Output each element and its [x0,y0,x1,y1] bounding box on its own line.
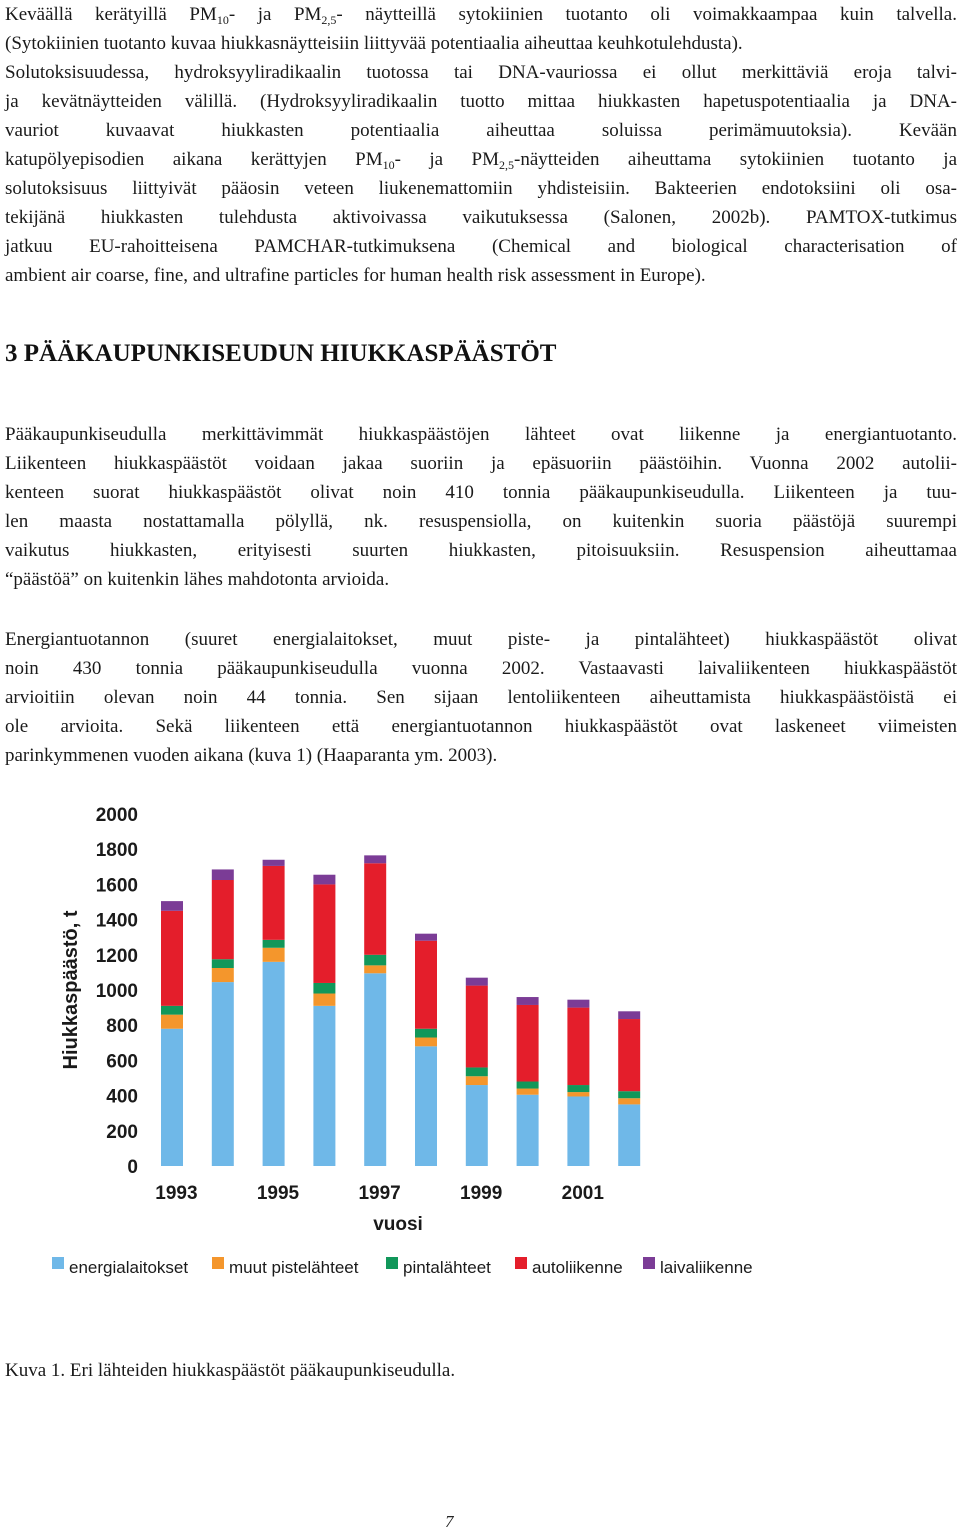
y-tick-label: 1800 [95,840,138,862]
emissions-stacked-bar-chart [0,790,960,1290]
legend-label: muut pistelähteet [229,1258,359,1277]
paragraph-1-line: jatkuu EU-rahoitteisena PAMCHAR-tutkimuksena (Chemical and biological characterisation of [5,236,957,257]
y-tick-label: 1000 [95,981,138,1002]
bar-segment-muut-pistelähteet [212,968,234,982]
bar-segment-laivaliikenne [364,855,386,863]
bar-segment-energialaitokset [161,1029,183,1166]
x-tick-label: 1999 [460,1183,503,1204]
paragraph-1-line: tekijänä hiukkasten tulehdusta aktivoivassa vaikutuksessa (Salonen, 2002b). PAMTOX-tutkimus [5,207,957,228]
y-tick-label: 200 [106,1121,138,1143]
bar-segment-laivaliikenne [313,875,335,885]
y-tick-label: 400 [106,1086,138,1108]
bar-segment-muut-pistelähteet [567,1092,589,1096]
y-tick-label: 600 [106,1051,138,1073]
paragraph-3-line: ole arvioita. Sekä liikenteen että energiantuotannon hiukkaspäästöt ovat laskeneet viimeisten [5,716,957,737]
bar-segment-autoliikenne [212,880,234,959]
bar-segment-pintalähteet [263,940,285,948]
paragraph-1-line: Solutoksisuudessa, hydroksyyliradikaalin tuotossa tai DNA-vauriossa ei ollut merkittäviä eroja talvi- [5,62,957,83]
paragraph-1-line: katupölyepisodien aikana kerättyjen $PM_{10}-$ ja $PM_{2,5}$-näytteiden aiheuttama sytokiinien tuotanto ja [5,149,958,172]
bar-segment-energialaitokset [618,1104,640,1166]
bar-segment-pintalähteet [618,1091,640,1098]
paragraph-2-line: vaikutus hiukkasten, erityisesti suurten hiukkasten, pitoisuuksiin. Resuspension aiheuttamaa [5,540,957,561]
bar-segment-autoliikenne [263,866,285,940]
bar-segment-laivaliikenne [263,860,285,866]
legend-swatch [52,1257,64,1269]
bar-segment-energialaitokset [263,962,285,1166]
bar-segment-muut-pistelähteet [313,994,335,1006]
paragraph-3 [5,625,957,770]
bar-stacks [161,855,640,1166]
page-number: 7 [445,1512,454,1531]
bar-segment-pintalähteet [567,1085,589,1092]
bar-segment-laivaliikenne [161,901,183,911]
bar-segment-laivaliikenne [567,1000,589,1008]
section-heading: 3 PÄÄKAUPUNKISEUDUN HIUKKASPÄÄSTÖT [5,340,557,367]
y-axis-ticks [96,805,138,1178]
bar-segment-autoliikenne [618,1019,640,1091]
x-axis-ticks [155,1183,604,1204]
bar-segment-pintalähteet [517,1082,539,1089]
y-axis-title: Hiukkaspäästö, t [60,910,82,1070]
y-tick-label: 800 [106,1016,138,1038]
legend-label: energialaitokset [69,1258,189,1277]
legend-label: pintalähteet [403,1258,491,1277]
bar-segment-energialaitokset [415,1046,437,1166]
bar-segment-energialaitokset [517,1095,539,1166]
bar-segment-autoliikenne [567,1008,589,1085]
bar-segment-energialaitokset [567,1096,589,1166]
bar-segment-muut-pistelähteet [364,965,386,973]
paragraph-1-line: ja kevätnäytteiden välillä. (Hydroksyyliradikaalin tuotto mittaa hiukkasten hapetuspotentiaalia ja DNA- [5,91,957,112]
x-tick-label: 1995 [256,1183,300,1204]
paragraph-1-line: Keväällä kerätyillä $PM_{10}-$ ja $PM_{2,5}-$ näytteillä sytokiinien tuotanto oli voimakkaampaa kuin talvella. [5,4,957,27]
bar-segment-pintalähteet [161,1006,183,1015]
paragraph-1 [5,0,957,290]
paragraph-2-line: “päästöä” on kuitenkin lähes mahdotonta arvioida. [5,569,390,590]
bar-segment-energialaitokset [313,1006,335,1166]
figure-caption: Kuva 1. Eri lähteiden hiukkaspäästöt pääkaupunkiseudulla. [5,1360,456,1381]
paragraph-3-line: Energiantuotannon (suuret energialaitokset, muut piste- ja pintalähteet) hiukkaspäästöt olivat [5,629,957,650]
bar-segment-laivaliikenne [517,997,539,1005]
bar-segment-muut-pistelähteet [161,1015,183,1029]
bar-segment-laivaliikenne [212,869,234,880]
x-tick-label: 2001 [561,1183,604,1204]
bar-segment-autoliikenne [364,863,386,955]
paragraph-2-line: kenteen suorat hiukkaspäästöt olivat noin 410 tonnia pääkaupunkiseudulla. Liikenteen ja tuu- [5,482,957,503]
bar-segment-pintalähteet [313,983,335,994]
bar-segment-muut-pistelähteet [263,948,285,962]
bar-segment-muut-pistelähteet [517,1089,539,1095]
legend-swatch [386,1257,398,1269]
y-tick-label: 1600 [95,875,138,897]
x-tick-label: 1993 [155,1183,198,1204]
paragraph-3-line: arvioitiin olevan noin 44 tonnia. Sen sijaan lentoliikenteen aiheuttamista hiukkaspäästöistä ei [5,687,957,708]
paragraph-1-line: (Sytokiinien tuotanto kuvaa hiukkasnäytteisiin liittyvää potentiaalia aiheuttaa keuhkotulehdusta). [5,33,743,54]
bar-segment-muut-pistelähteet [618,1098,640,1104]
paragraph-1-line: ambient air coarse, fine, and ultrafine particles for human health risk assessment in Europe). [5,265,706,286]
legend-label: laivaliikenne [660,1258,753,1277]
bar-segment-muut-pistelähteet [415,1038,437,1047]
paragraph-2-line: Pääkaupunkiseudulla merkittävimmät hiukkaspäästöjen lähteet ovat liikenne ja energiantuotanto. [5,424,957,445]
bar-segment-autoliikenne [466,986,488,1068]
bar-segment-laivaliikenne [618,1011,640,1019]
legend-swatch [515,1257,527,1269]
paragraph-1-line: vauriot kuvaavat hiukkasten potentiaalia aiheuttaa soluissa perimämuutoksia). Kevään [5,120,957,141]
bar-segment-energialaitokset [212,982,234,1166]
bar-segment-laivaliikenne [466,978,488,986]
y-tick-label: 1400 [95,910,138,932]
bar-segment-energialaitokset [364,973,386,1166]
bar-segment-pintalähteet [466,1067,488,1076]
bar-segment-pintalähteet [212,959,234,968]
paragraph-2 [5,420,957,594]
y-tick-label: 0 [127,1157,138,1178]
bar-segment-pintalähteet [364,955,386,966]
y-tick-label: 1200 [95,945,138,967]
bar-segment-laivaliikenne [415,934,437,941]
legend-swatch [643,1257,655,1269]
bar-segment-autoliikenne [415,941,437,1029]
legend-label: autoliikenne [532,1258,623,1277]
paragraph-3-line: noin 430 tonnia pääkaupunkiseudulla vuonna 2002. Vastaavasti laivaliikenteen hiukkaspäästöt [5,658,957,679]
bar-segment-energialaitokset [466,1085,488,1166]
y-axis-title-group [60,910,82,1069]
paragraph-3-line: parinkymmenen vuoden aikana (kuva 1) (Haaparanta ym. 2003). [5,745,498,766]
bar-segment-muut-pistelähteet [466,1076,488,1085]
paragraph-1-line: solutoksisuus liittyivät pääosin veteen liukenemattomiin yhdisteisiin. Bakteerien endotoksiini oli osa- [5,178,957,199]
x-axis-title: vuosi [373,1214,423,1235]
paragraph-2-line: len maasta nostattamalla pölyllä, nk. resuspensiolla, on kuitenkin suoria päästöjä suurempi [5,511,957,532]
legend-swatch [212,1257,224,1269]
bar-segment-autoliikenne [161,911,183,1006]
x-axis-title-group [373,1214,423,1235]
paragraph-2-line: Liikenteen hiukkaspäästöt voidaan jakaa suoriin ja epäsuoriin päästöihin. Vuonna 2002 autolii- [5,453,957,474]
bar-segment-pintalähteet [415,1029,437,1038]
x-tick-label: 1997 [358,1183,401,1204]
y-tick-label: 2000 [95,805,138,826]
bar-segment-autoliikenne [313,884,335,983]
chart-legend [52,1257,753,1277]
bar-segment-autoliikenne [517,1005,539,1082]
